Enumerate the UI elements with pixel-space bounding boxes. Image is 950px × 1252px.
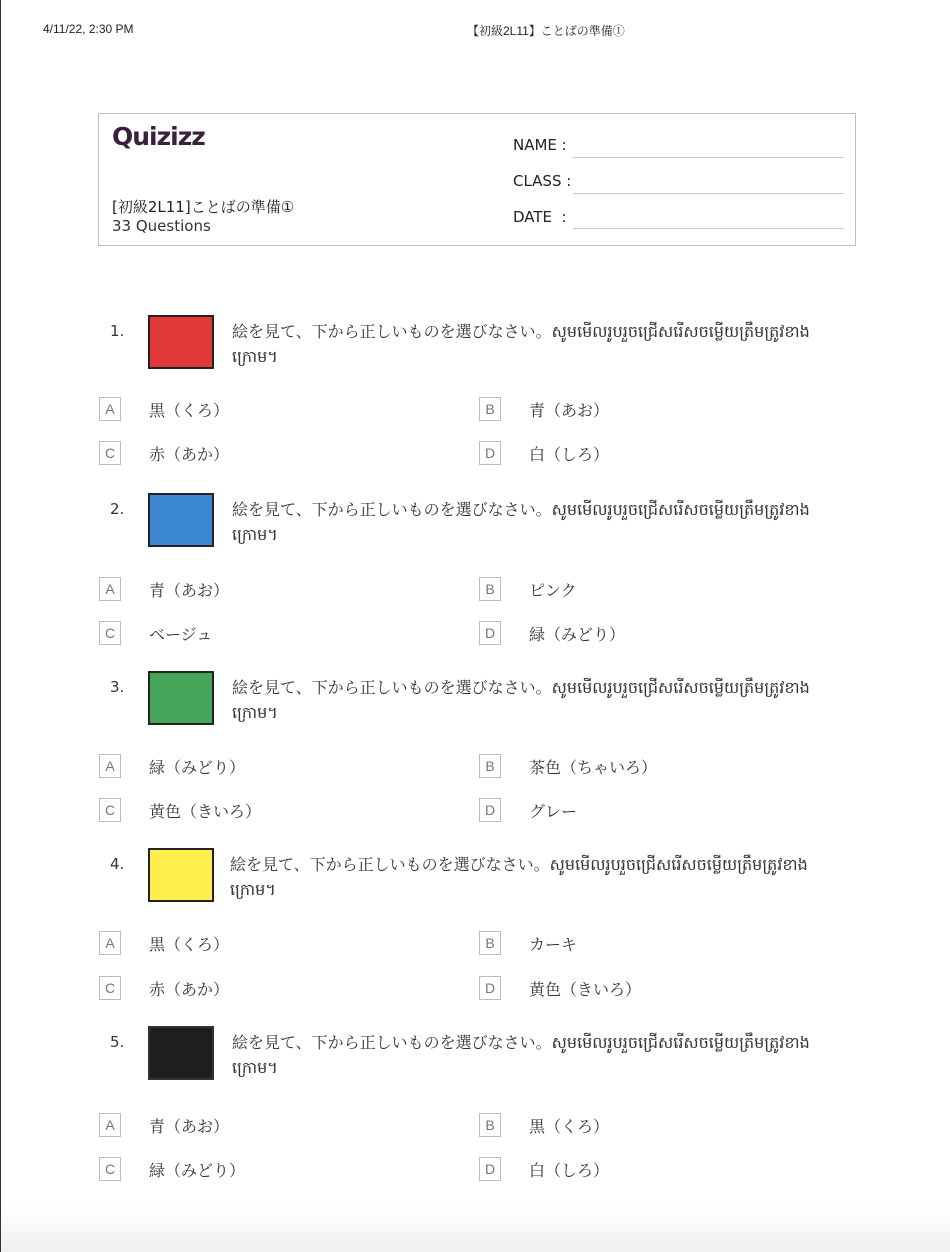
option-text: 緑（みどり） (529, 625, 626, 644)
option-text: ベージュ (149, 625, 213, 644)
quizizz-logo: Quizizz (112, 122, 205, 151)
option-text: 白（しろ） (529, 1161, 610, 1180)
option-text: 青（あお） (149, 581, 230, 600)
option-text: 黄色（きいろ） (529, 980, 642, 999)
option-letter: B (479, 754, 501, 778)
name-field-line[interactable] (573, 157, 844, 158)
option-letter: A (99, 754, 121, 778)
question-count: 33 Questions (112, 217, 211, 235)
option-text: 白（しろ） (529, 445, 610, 464)
option-letter: D (479, 976, 501, 1000)
option-letter: B (479, 931, 501, 955)
quiz-title: [初級2L11]ことばの準備① (112, 198, 295, 216)
question-text: 絵を見て、下から正しいものを選びなさい。សូមមើលរូបរួចជ្រើសរើសចម្លើយត្រឹមត្រូវខាងក្រោម។ (232, 678, 810, 722)
option-text: 青（あお） (529, 401, 610, 420)
option-text: 赤（あか） (149, 980, 230, 999)
option-letter: A (99, 1113, 121, 1137)
option-text: 黄色（きいろ） (149, 802, 262, 821)
date-label: DATE : (513, 208, 567, 226)
option-letter: B (479, 577, 501, 601)
option-letter: C (99, 441, 121, 465)
option-text: 黒（くろ） (529, 1117, 610, 1136)
color-swatch-yellow (148, 848, 214, 902)
option-text: 黒（くろ） (149, 401, 230, 420)
class-label: CLASS : (513, 172, 572, 190)
option-letter: D (479, 1157, 501, 1181)
date-field-line[interactable] (573, 228, 844, 229)
print-header (0, 22, 950, 38)
question-number: 1. (110, 322, 125, 340)
name-label: NAME : (513, 136, 567, 154)
question-number: 5. (110, 1033, 125, 1051)
option-letter: D (479, 441, 501, 465)
option-letter: A (99, 577, 121, 601)
question-text: 絵を見て、下から正しいものを選びなさい。សូមមើលរូបរួចជ្រើសរើសចម្លើយត្រឹមត្រូវខាងក្រោម។ (232, 1033, 810, 1077)
question-number: 3. (110, 678, 125, 696)
print-title: 【初級2L11】ことばの準備① (467, 24, 625, 38)
color-swatch-green (148, 671, 214, 725)
color-swatch-blue (148, 493, 214, 547)
color-swatch-red (148, 315, 214, 369)
question-text: 絵を見て、下から正しいものを選びなさい。សូមមើលរូបរួចជ្រើសរើសចម្លើយត្រឹមត្រូវខាងក្រោម។ (232, 500, 810, 544)
question-number: 2. (110, 500, 125, 518)
option-letter: A (99, 931, 121, 955)
question-number: 4. (110, 855, 125, 873)
option-letter: D (479, 798, 501, 822)
page-left-edge (0, 0, 1, 1252)
option-letter: A (99, 397, 121, 421)
option-letter: C (99, 976, 121, 1000)
option-text: 緑（みどり） (149, 1161, 246, 1180)
option-text: 黒（くろ） (149, 935, 230, 954)
print-datetime: 4/11/22, 2:30 PM (43, 22, 134, 36)
quiz-header-box (98, 113, 856, 246)
option-text: 赤（あか） (149, 445, 230, 464)
question-text: 絵を見て、下から正しいものを選びなさい。សូមមើលរូបរួចជ្រើសរើសចម្លើយត្រឹមត្រូវខាងក្រោម។ (230, 855, 808, 899)
option-letter: C (99, 798, 121, 822)
option-letter: B (479, 1113, 501, 1137)
option-text: 緑（みどり） (149, 758, 246, 777)
option-text: カーキ (529, 935, 578, 954)
option-text: 茶色（ちゃいろ） (529, 758, 658, 777)
option-text: 青（あお） (149, 1117, 230, 1136)
class-field-line[interactable] (573, 193, 844, 194)
option-text: ピンク (529, 581, 577, 600)
question-text: 絵を見て、下から正しいものを選びなさい。សូមមើលរូបរួចជ្រើសរើសចម្លើយត្រឹមត្រូវខាងក្រោម។ (232, 322, 810, 366)
option-letter: C (99, 1157, 121, 1181)
color-swatch-black (148, 1026, 214, 1080)
option-letter: C (99, 621, 121, 645)
option-letter: B (479, 397, 501, 421)
option-letter: D (479, 621, 501, 645)
option-text: グレー (529, 802, 578, 821)
